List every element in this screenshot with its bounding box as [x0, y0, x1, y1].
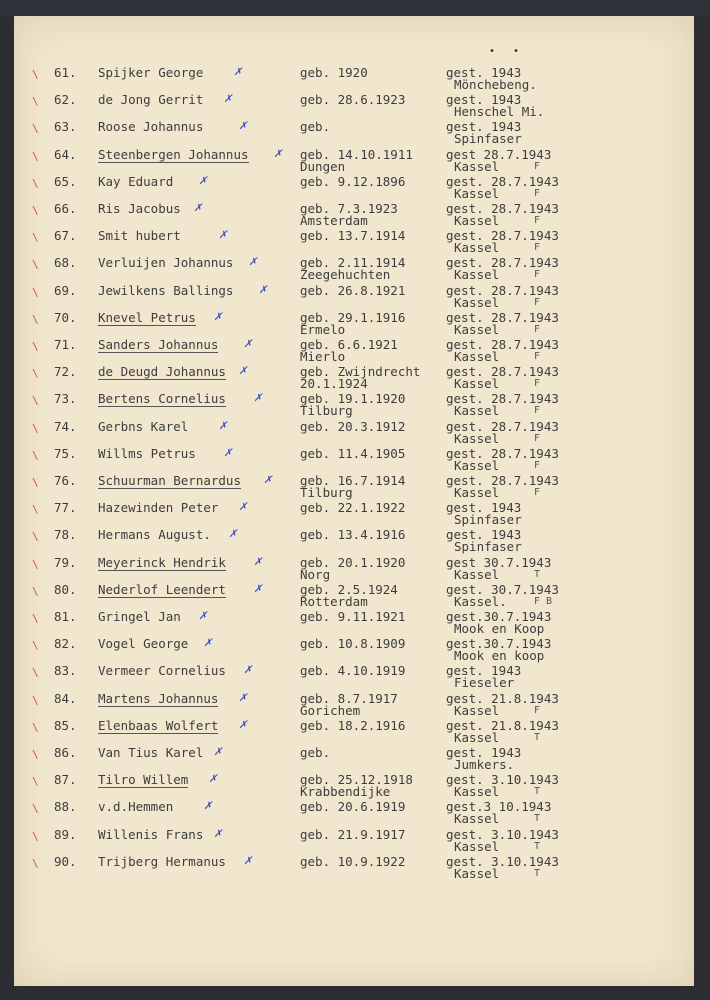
blue-cross-mark: ✗ [214, 308, 222, 324]
death-info: gest. 28.7.1943 [446, 391, 559, 407]
record-row [14, 580, 694, 610]
person-name: Knevel Petrus [98, 309, 196, 325]
handwritten-mark: F B [534, 595, 553, 607]
blue-cross-mark: ✗ [239, 363, 247, 379]
death-place: Kassel [454, 566, 500, 582]
person-name: Spijker George [98, 65, 204, 80]
birth-info: geb. 21.9.1917 [300, 826, 406, 842]
blue-cross-mark: ✗ [214, 825, 222, 841]
record-number: 64. [54, 146, 77, 162]
record-number: 86. [54, 745, 77, 760]
red-check-mark: \ [32, 149, 39, 163]
birth-place: Tilburg [300, 485, 353, 500]
record-number: 87. [54, 772, 77, 788]
red-check-mark: \ [32, 312, 39, 326]
blue-cross-mark: ✗ [204, 635, 212, 651]
birth-info: geb. 9.12.1896 [300, 173, 406, 189]
death-place: Kassel [454, 838, 500, 854]
record-row [14, 172, 694, 202]
birth-info: geb. 1920 [300, 65, 368, 80]
death-info: gest. 1943 [446, 663, 522, 679]
handwritten-mark: T [534, 867, 541, 879]
red-check-mark: \ [32, 95, 39, 109]
person-name: Trijberg Hermanus [98, 853, 226, 869]
red-check-mark: \ [32, 231, 39, 245]
birth-place: Mierlo [300, 349, 346, 364]
death-place: Kassel [454, 729, 500, 745]
red-check-mark: \ [32, 476, 39, 489]
record-row [14, 308, 694, 338]
record-row [14, 610, 694, 637]
scan-border [0, 0, 710, 16]
death-info: gest.3 10.1943 [446, 799, 552, 815]
blue-cross-mark: ✗ [204, 798, 212, 814]
red-check-mark: \ [32, 748, 39, 761]
birth-info: geb. 13.4.1916 [300, 527, 406, 543]
blue-cross-mark: ✗ [244, 336, 252, 351]
birth-info: geb. 20.6.1919 [300, 799, 406, 815]
red-check-mark: \ [32, 612, 39, 625]
handwritten-mark: F [534, 323, 541, 335]
death-place: Spinfaser [454, 512, 522, 528]
death-info: gest.30.7.1943 [446, 609, 552, 624]
death-info: gest. 30.7.1943 [446, 581, 559, 597]
handwritten-mark: F [534, 187, 541, 199]
handwritten-mark: F [534, 459, 541, 471]
record-number: 82. [54, 636, 77, 652]
record-number: 65. [54, 173, 77, 189]
death-info: gest. 28.7.1943 [446, 445, 559, 461]
record-row [14, 120, 694, 147]
record-row [14, 417, 694, 447]
birth-place: Ermelo [300, 321, 346, 337]
red-check-mark: \ [32, 394, 39, 408]
record-row [14, 716, 694, 746]
red-check-mark: \ [32, 421, 39, 435]
record-number: 79. [54, 554, 77, 570]
record-row [14, 392, 694, 419]
handwritten-mark: T [534, 568, 541, 580]
birth-place: Dungen [300, 158, 346, 174]
blue-cross-mark: ✗ [199, 172, 207, 188]
person-name: v.d.Hemmen [98, 799, 174, 815]
birth-info: geb. 2.11.1914 [300, 255, 406, 271]
record-number: 63. [54, 119, 77, 135]
death-place: Kassel [454, 784, 500, 800]
death-info: gest. 1943 [446, 119, 522, 135]
red-check-mark: \ [32, 639, 39, 653]
person-name: Hermans August. [98, 527, 211, 543]
death-place: Kassel [454, 403, 500, 419]
person-name: Hazewinden Peter [98, 500, 219, 516]
birth-place: Rotterdam [300, 593, 368, 609]
record-number: 68. [54, 255, 77, 271]
record-row [14, 66, 694, 93]
death-info: gest. 3.10.1943 [446, 826, 559, 842]
record-number: 89. [54, 826, 77, 842]
record-number: 84. [54, 690, 77, 706]
handwritten-mark: F [534, 215, 541, 226]
person-name: Elenbaas Wolfert [98, 717, 219, 733]
birth-info: geb. Zwijndrecht [300, 364, 421, 380]
birth-info: geb. 22.1.1922 [300, 500, 406, 516]
death-info: gest. 28.7.1943 [446, 473, 559, 488]
person-name: Willenis Frans [98, 826, 204, 842]
red-check-mark: \ [32, 856, 39, 870]
handwritten-mark: T [534, 731, 541, 743]
death-place: Kassel [454, 267, 500, 283]
handwritten-mark: T [534, 813, 541, 825]
red-check-mark: \ [32, 367, 39, 381]
death-place: Henschel Mi. [454, 104, 545, 120]
birth-place: 20.1.1924 [300, 376, 368, 392]
birth-place: Amsterdam [300, 213, 368, 228]
record-number: 90. [54, 853, 77, 869]
red-check-mark: \ [32, 340, 39, 353]
record-number: 61. [54, 65, 77, 80]
red-check-mark: \ [32, 503, 39, 517]
death-info: gest. 28.7.1943 [446, 173, 559, 189]
red-check-mark: \ [32, 666, 39, 680]
birth-info: geb. 4.10.1919 [300, 663, 406, 679]
red-check-mark: \ [32, 720, 39, 734]
person-name: Sanders Johannus [98, 337, 219, 352]
death-place: Kassel [454, 185, 500, 201]
record-row [14, 746, 694, 773]
handwritten-mark: F [534, 378, 541, 390]
death-place: Kassel [454, 240, 500, 256]
death-place: Kassel [454, 158, 500, 174]
record-row [14, 474, 694, 501]
blue-cross-mark: ✗ [254, 553, 262, 569]
death-place: Kassel [454, 321, 500, 337]
death-place: Kassel. [454, 593, 507, 609]
birth-info: geb. [300, 119, 331, 135]
death-place: Kassel [454, 702, 500, 718]
person-name: Nederlof Leendert [98, 581, 226, 597]
red-check-mark: \ [32, 122, 39, 136]
person-name: Tilro Willem [98, 772, 189, 788]
record-row [14, 664, 694, 691]
record-number: 62. [54, 92, 77, 108]
record-row [14, 365, 694, 392]
death-info: gest. 21.8.1943 [446, 717, 559, 733]
birth-info: geb. 13.7.1914 [300, 228, 406, 244]
person-name: Smit hubert [98, 228, 181, 244]
birth-info: geb. 11.4.1905 [300, 445, 406, 461]
record-number: 67. [54, 228, 77, 244]
record-row [14, 528, 694, 555]
red-check-mark: \ [32, 829, 39, 843]
birth-info: geb. 10.9.1922 [300, 853, 406, 869]
blue-cross-mark: ✗ [219, 227, 227, 243]
record-row [14, 800, 694, 827]
blue-cross-mark: ✗ [214, 744, 222, 759]
death-info: gest. 1943 [446, 745, 522, 760]
death-info: gest. 28.7.1943 [446, 228, 559, 244]
birth-info: geb. 19.1.1920 [300, 391, 406, 407]
record-row [14, 444, 694, 474]
blue-cross-mark: ✗ [224, 91, 232, 107]
blue-cross-mark: ✗ [209, 771, 217, 787]
death-place: Kassel [454, 457, 500, 473]
birth-info: geb. 25.12.1918 [300, 772, 413, 788]
death-place: Kassel [454, 376, 500, 392]
red-check-mark: \ [32, 775, 39, 789]
record-row [14, 229, 694, 256]
birth-info: geb. 20.3.1912 [300, 418, 406, 434]
record-number: 88. [54, 799, 77, 815]
death-place: Kassel [454, 213, 500, 228]
death-info: gest. 1943 [446, 527, 522, 543]
record-number: 77. [54, 500, 77, 516]
record-row [14, 202, 694, 229]
death-info: gest. 1943 [446, 92, 522, 108]
blue-cross-mark: ✗ [234, 64, 242, 79]
person-name: Schuurman Bernardus [98, 473, 241, 488]
blue-cross-mark: ✗ [264, 472, 272, 487]
record-number: 72. [54, 364, 77, 380]
record-number: 78. [54, 527, 77, 543]
death-info: gest. 28.7.1943 [446, 309, 559, 325]
handwritten-mark: T [534, 840, 541, 852]
blue-cross-mark: ✗ [219, 417, 227, 433]
red-check-mark: \ [32, 176, 39, 190]
death-info: gest. 1943 [446, 500, 522, 516]
birth-info: geb. 10.8.1909 [300, 636, 406, 652]
person-name: Verluijen Johannus [98, 255, 234, 271]
birth-info: geb. 29.1.1916 [300, 309, 406, 325]
person-name: Willms Petrus [98, 445, 196, 461]
record-number: 66. [54, 201, 77, 216]
handwritten-mark: F [534, 242, 541, 254]
handwritten-mark: F [534, 160, 541, 172]
birth-info: geb. [300, 745, 331, 760]
person-name: Steenbergen Johannus [98, 146, 249, 162]
red-check-mark: \ [32, 448, 39, 462]
record-number: 76. [54, 473, 77, 488]
death-info: gest. 3.10.1943 [446, 772, 559, 788]
blue-cross-mark: ✗ [254, 580, 262, 596]
birth-info: geb. 20.1.1920 [300, 554, 406, 570]
birth-info: geb. 9.11.1921 [300, 609, 406, 624]
blue-cross-mark: ✗ [239, 499, 247, 515]
blue-cross-mark: ✗ [224, 444, 232, 460]
record-row [14, 852, 694, 882]
death-info: gest. 28.7.1943 [446, 364, 559, 380]
death-place: Fieseler [454, 675, 515, 691]
record-row [14, 637, 694, 664]
red-check-mark: \ [32, 802, 39, 816]
record-number: 80. [54, 581, 77, 597]
blue-cross-mark: ✗ [259, 281, 267, 297]
red-check-mark: \ [32, 530, 39, 544]
birth-place: Norg [300, 566, 331, 582]
handwritten-mark: F [534, 296, 541, 308]
death-place: Kassel [454, 865, 500, 881]
handwritten-mark: F [534, 432, 541, 444]
death-info: gest. 28.7.1943 [446, 255, 559, 271]
death-info: gest. 28.7.1943 [446, 282, 559, 298]
record-row [14, 689, 694, 719]
record-number: 75. [54, 445, 77, 461]
record-row [14, 773, 694, 800]
punch-holes: • • [489, 46, 526, 57]
person-name: Martens Johannus [98, 690, 219, 706]
death-info: gest 30.7.1943 [446, 554, 552, 570]
death-info: gest. 1943 [446, 65, 522, 80]
birth-info: geb. 28.6.1923 [300, 92, 406, 108]
record-row [14, 145, 694, 175]
death-place: Kassel [454, 485, 500, 500]
blue-cross-mark: ✗ [254, 390, 262, 406]
birth-info: geb. 7.3.1923 [300, 201, 398, 216]
handwritten-mark: F [534, 487, 541, 498]
birth-place: Tilburg [300, 403, 353, 419]
person-name: Gerbns Karel [98, 418, 189, 434]
record-number: 69. [54, 282, 77, 298]
record-number: 70. [54, 309, 77, 325]
blue-cross-mark: ✗ [229, 526, 237, 542]
record-row [14, 501, 694, 528]
record-number: 85. [54, 717, 77, 733]
death-info: gest. 28.7.1943 [446, 418, 559, 434]
handwritten-mark: F [534, 704, 541, 716]
blue-cross-mark: ✗ [249, 254, 257, 270]
red-check-mark: \ [32, 68, 39, 81]
record-number: 81. [54, 609, 77, 624]
birth-place: Krabbendijke [300, 784, 391, 800]
birth-info: geb. 2.5.1924 [300, 581, 398, 597]
record-row [14, 93, 694, 120]
red-check-mark: \ [32, 285, 39, 299]
record-number: 73. [54, 391, 77, 407]
death-info: gest. 28.7.1943 [446, 201, 559, 216]
death-place: Jumkers. [454, 757, 515, 772]
handwritten-mark: F [534, 351, 541, 362]
death-info: gest. 21.8.1943 [446, 690, 559, 706]
birth-info: geb. 18.2.1916 [300, 717, 406, 733]
record-row [14, 825, 694, 855]
blue-cross-mark: ✗ [239, 118, 247, 134]
record-number: 74. [54, 418, 77, 434]
record-row [14, 338, 694, 365]
death-info: gest.30.7.1943 [446, 636, 552, 652]
blue-cross-mark: ✗ [239, 689, 247, 705]
death-place: Kassel [454, 430, 500, 446]
birth-info: geb. 8.7.1917 [300, 690, 398, 706]
birth-info: geb. 14.10.1911 [300, 146, 413, 162]
record-row [14, 256, 694, 283]
death-info: gest. 3.10.1943 [446, 853, 559, 869]
blue-cross-mark: ✗ [244, 662, 252, 678]
handwritten-mark: F [534, 269, 541, 281]
red-check-mark: \ [32, 584, 39, 598]
death-place: Mook en koop [454, 648, 545, 664]
person-name: Ris Jacobus [98, 201, 181, 216]
document-page [14, 16, 694, 986]
blue-cross-mark: ✗ [244, 852, 252, 868]
death-place: Kassel [454, 811, 500, 827]
birth-place: Gorichem [300, 702, 361, 718]
record-row [14, 553, 694, 583]
blue-cross-mark: ✗ [194, 200, 202, 215]
person-name: Meyerinck Hendrik [98, 554, 226, 570]
record-number: 83. [54, 663, 77, 679]
handwritten-mark: F [534, 405, 541, 417]
person-name: Jewilkens Ballings [98, 282, 234, 298]
death-place: Mook en Koop [454, 621, 545, 636]
death-place: Spinfaser [454, 131, 522, 147]
death-place: Spinfaser [454, 539, 522, 555]
handwritten-mark: T [534, 786, 541, 798]
death-info: gest 28.7.1943 [446, 146, 552, 162]
record-number: 71. [54, 337, 77, 352]
birth-place: Zeegehuchten [300, 267, 391, 283]
person-name: de Deugd Johannus [98, 364, 226, 380]
blue-cross-mark: ✗ [274, 145, 282, 161]
person-name: de Jong Gerrit [98, 92, 204, 108]
blue-cross-mark: ✗ [199, 608, 207, 623]
blue-cross-mark: ✗ [239, 716, 247, 732]
person-name: Vermeer Cornelius [98, 663, 226, 679]
person-name: Bertens Cornelius [98, 391, 226, 407]
red-check-mark: \ [32, 258, 39, 272]
birth-info: geb. 26.8.1921 [300, 282, 406, 298]
birth-info: geb. 6.6.1921 [300, 337, 398, 352]
person-name: Van Tius Karel [98, 745, 204, 760]
person-name: Roose Johannus [98, 119, 204, 135]
death-place: Kassel [454, 294, 500, 310]
death-place: Mönchebeng. [454, 77, 537, 92]
red-check-mark: \ [32, 557, 39, 571]
death-info: gest. 28.7.1943 [446, 337, 559, 352]
record-row [14, 281, 694, 311]
red-check-mark: \ [32, 204, 39, 217]
red-check-mark: \ [32, 693, 39, 707]
death-place: Kassel [454, 349, 500, 364]
birth-info: geb. 16.7.1914 [300, 473, 406, 488]
person-name: Gringel Jan [98, 609, 181, 624]
person-name: Kay Eduard [98, 173, 174, 189]
person-name: Vogel George [98, 636, 189, 652]
